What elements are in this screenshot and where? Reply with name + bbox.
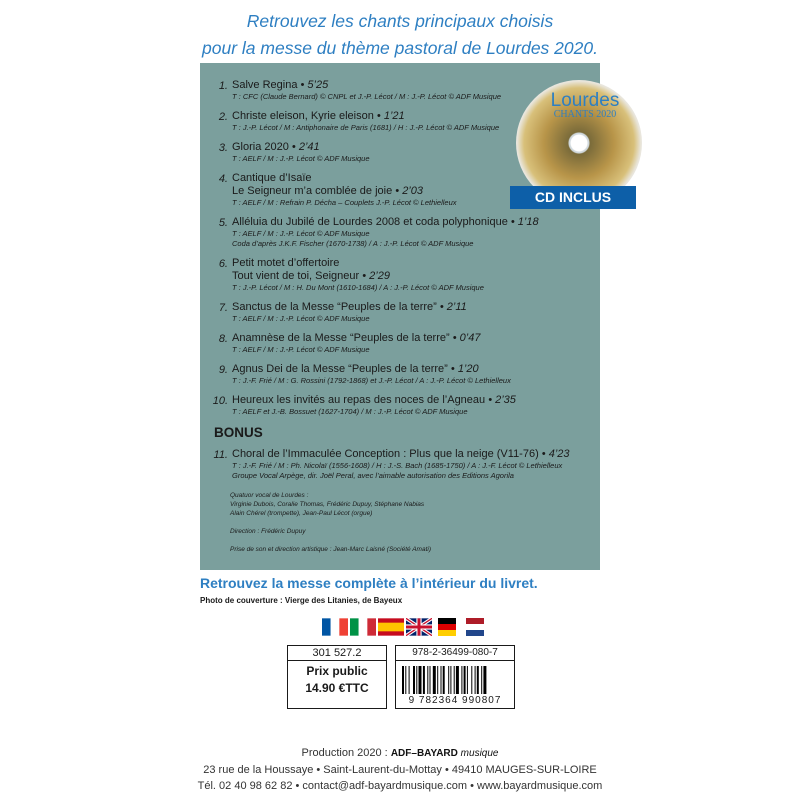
track-number: 11. — [213, 449, 228, 461]
cd-inclus-badge: CD INCLUS — [510, 186, 636, 209]
note-line — [230, 536, 431, 545]
track-duration: 0’47 — [459, 332, 481, 344]
barcode-bar — [419, 666, 422, 694]
barcode-bar — [416, 666, 417, 694]
track-title-text: Anamnèse de la Messe “Peuples de la terre” — [232, 332, 450, 344]
track-title-text: Gloria 2020 — [232, 141, 289, 153]
barcode-bar — [483, 666, 486, 694]
track-item — [200, 363, 600, 386]
duration-separator: • — [392, 185, 403, 197]
track-credit: T : AELF / M : J.-P. Lécot © ADF Musique — [232, 345, 370, 354]
barcode-bar — [423, 666, 425, 694]
track-item — [200, 216, 600, 249]
logo-musique: musique — [460, 748, 499, 759]
footer-address: 23 rue de la Houssaye • Saint-Laurent-du-Mottay • 49410 MAUGES-SUR-LOIRE — [203, 764, 597, 776]
barcode-bar — [441, 666, 442, 694]
track-credit: T : J.-F. Frié / M : Ph. Nicolaï (1556-1608) / H : J.-S. Bach (1685-1750) / A : J.-F. Lécot © Lethielleux — [232, 461, 563, 470]
duration-separator: • — [359, 270, 370, 282]
duration-separator: • — [449, 332, 460, 344]
track-duration: 1’20 — [457, 363, 479, 375]
track-number: 7. — [218, 302, 228, 314]
track-credit: T : AELF / M : J.-P. Lécot © ADF Musique — [232, 229, 370, 238]
track-number: 1. — [218, 80, 228, 92]
track-title-text: Choral de l’Immaculée Conception : Plus que la neige (V11-76) — [232, 448, 539, 460]
duration-separator: • — [538, 448, 549, 460]
united-kingdom-flag-icon — [406, 618, 432, 636]
track-title-text: Cantique d’Isaïe — [232, 172, 312, 184]
track-title-text: Heureux les invités au repas des noces de l’Agneau — [232, 394, 486, 406]
note-line: Alain Chérel (trompette), Jean-Paul Lécot (orgue) — [230, 510, 373, 517]
price-box — [287, 645, 387, 709]
barcode-bar — [477, 666, 479, 694]
duration-separator: • — [447, 363, 458, 375]
track-item — [200, 257, 600, 293]
note-line: Prise de son et direction artistique : Jean-Marc Laisné (Société Amati) — [230, 546, 431, 553]
price-value: 14.90 €TTC — [305, 681, 369, 695]
duration-separator: • — [436, 301, 447, 313]
note-line — [230, 518, 431, 527]
footer-contact: Tél. 02 40 98 62 82 • contact@adf-bayardmusique.com • www.bayardmusique.com — [197, 780, 603, 792]
barcode-bar — [456, 666, 459, 694]
track-item — [200, 394, 600, 417]
isbn-number: 978-2-36499-080-7 — [396, 646, 514, 661]
track-duration: 2’29 — [369, 270, 390, 282]
cd-title: Lourdes — [550, 90, 620, 111]
duration-separator: • — [507, 216, 518, 228]
barcode-bar — [481, 666, 482, 694]
track-title-text: Salve Regina — [232, 79, 298, 91]
duration-separator: • — [288, 141, 299, 153]
cd-label — [540, 90, 630, 120]
cd-disc-graphic — [516, 80, 642, 210]
germany-flag-icon — [434, 618, 460, 636]
barcode — [402, 666, 508, 694]
bonus-heading: BONUS — [214, 425, 263, 440]
track-credit: Coda d’après J.K.F. Fischer (1670-1738) / A : J.-P. Lécot © ADF Musique — [232, 239, 474, 248]
track-credit: Groupe Vocal Arpège, dir. Joël Peral, avec l’aimable autorisation des Editions Agorila — [232, 471, 514, 480]
barcode-bar — [437, 666, 438, 694]
track-duration: 2’11 — [446, 301, 467, 313]
note-line: Virginie Dubois, Coralie Thomas, Frédéric Dupuy, Stéphane Nabias — [230, 501, 425, 508]
barcode-bar — [471, 666, 472, 694]
production-label: Production 2020 : — [301, 747, 388, 759]
track-credit: T : CFC (Claude Bernard) © CNPL et J.-P. Lécot / M : J.-P. Lécot © ADF Musique — [232, 92, 502, 101]
track-duration: 1’18 — [517, 216, 539, 228]
track-duration: 5’25 — [307, 79, 329, 91]
header — [0, 8, 800, 62]
track-duration: 1’21 — [383, 110, 405, 122]
duration-separator: • — [297, 79, 308, 91]
barcode-bar — [450, 666, 451, 694]
track-number: 6. — [218, 258, 228, 270]
track-title — [232, 448, 600, 461]
barcode-bar — [443, 666, 445, 694]
barcode-bar — [461, 666, 462, 694]
track-item — [200, 301, 600, 324]
track-number: 4. — [218, 173, 228, 185]
track-number: 10. — [212, 395, 228, 407]
header-line-2: pour la messe du thème pastoral de Lourdes 2020. — [202, 38, 598, 58]
track-credit: T : AELF et J.-B. Bossuet (1627-1704) / M : J.-P. Lécot © ADF Musique — [232, 407, 468, 416]
barcode-bar — [427, 666, 428, 694]
barcode-bar — [475, 666, 476, 694]
track-duration: 2’35 — [495, 394, 516, 406]
footer-production-line — [0, 745, 800, 762]
track-title — [232, 332, 600, 345]
photo-credit: Photo de couverture : Vierge des Litanies, de Bayeux — [200, 596, 403, 605]
product-code: 301 527.2 — [288, 646, 386, 661]
france-flag-icon — [322, 618, 348, 636]
track-title-text: Christe eleison, Kyrie eleison — [232, 110, 374, 122]
track-credit: T : J.-F. Frié / M : G. Rossini (1792-1868) et J.-P. Lécot / A : J.-P. Lécot © Lethielleux — [232, 376, 511, 385]
track-title — [232, 216, 600, 229]
track-duration: 4’23 — [548, 448, 570, 460]
spain-flag-icon — [378, 618, 404, 636]
track-title-text: Agnus Dei de la Messe “Peuples de la terre” — [232, 363, 448, 375]
track-title — [232, 257, 600, 270]
barcode-bar — [464, 666, 466, 694]
track-credit: T : AELF / M : Refrain P. Décha – Couplets J.-P. Lécot © Lethielleux — [232, 198, 457, 207]
track-credit: T : J.-P. Lécot / M : Antiphonaire de Paris (1681) / H : J.-P. Lécot © ADF Musique — [232, 123, 500, 132]
track-duration: 2’41 — [298, 141, 320, 153]
note-line: Quatuor vocal de Lourdes : — [230, 492, 309, 499]
track-item — [200, 448, 600, 481]
logo-adf: ADF — [390, 748, 412, 759]
barcode-bar — [405, 666, 406, 694]
header-line-1: Retrouvez les chants principaux choisis — [246, 11, 554, 31]
track-title — [232, 363, 600, 376]
track-credit: T : J.-P. Lécot / M : H. Du Mont (1610-1684) / A : J.-P. Lécot © ADF Musique — [232, 283, 484, 292]
footer — [0, 745, 800, 794]
track-title — [232, 394, 600, 407]
barcode-bar — [402, 666, 404, 694]
barcode-bar — [454, 666, 455, 694]
track-number: 3. — [218, 142, 228, 154]
track-credit: T : AELF / M : J.-P. Lécot © ADF Musique — [232, 154, 370, 163]
logo-bayard: BAYARD — [416, 748, 458, 759]
barcode-bar — [433, 666, 436, 694]
track-title-text: Le Seigneur m’a comblée de joie — [232, 185, 393, 197]
price-label: Prix public — [306, 664, 368, 678]
cd-subtitle: CHANTS 2020 — [553, 109, 617, 120]
italy-flag-icon — [350, 618, 376, 636]
barcode-bar — [467, 666, 468, 694]
barcode-bar — [448, 666, 449, 694]
track-title — [232, 301, 600, 314]
isbn-box — [395, 645, 515, 709]
track-credit: T : AELF / M : J.-P. Lécot © ADF Musique — [232, 314, 370, 323]
retrouvez-text: Retrouvez la messe complète à l’intérieur du livret. — [200, 575, 538, 591]
track-item — [200, 332, 600, 355]
track-number: 9. — [218, 364, 228, 376]
track-title-text: Sanctus de la Messe “Peuples de la terre” — [232, 301, 437, 313]
track-title-text: Petit motet d’offertoire — [232, 257, 340, 269]
barcode-bar — [430, 666, 431, 694]
duration-separator: • — [373, 110, 384, 122]
track-title — [232, 270, 600, 283]
barcode-bar — [409, 666, 410, 694]
netherlands-flag-icon — [462, 618, 488, 636]
barcode-number: 9 782364 990807 — [408, 695, 502, 706]
track-title-text: Tout vient de toi, Seigneur — [232, 270, 360, 282]
adf-bayard-logo: ADF–BAYARD musique — [390, 748, 499, 759]
track-title-text: Alléluia du Jubilé de Lourdes 2008 et coda polyphonique — [232, 216, 508, 228]
track-number: 8. — [218, 333, 228, 345]
performer-notes — [230, 491, 431, 554]
barcode-bar — [413, 666, 415, 694]
track-duration: 2’03 — [402, 185, 423, 197]
track-number: 5. — [218, 217, 228, 229]
note-line: Direction : Frédéric Dupuy — [230, 528, 306, 535]
track-number: 2. — [218, 111, 228, 123]
duration-separator: • — [485, 394, 496, 406]
